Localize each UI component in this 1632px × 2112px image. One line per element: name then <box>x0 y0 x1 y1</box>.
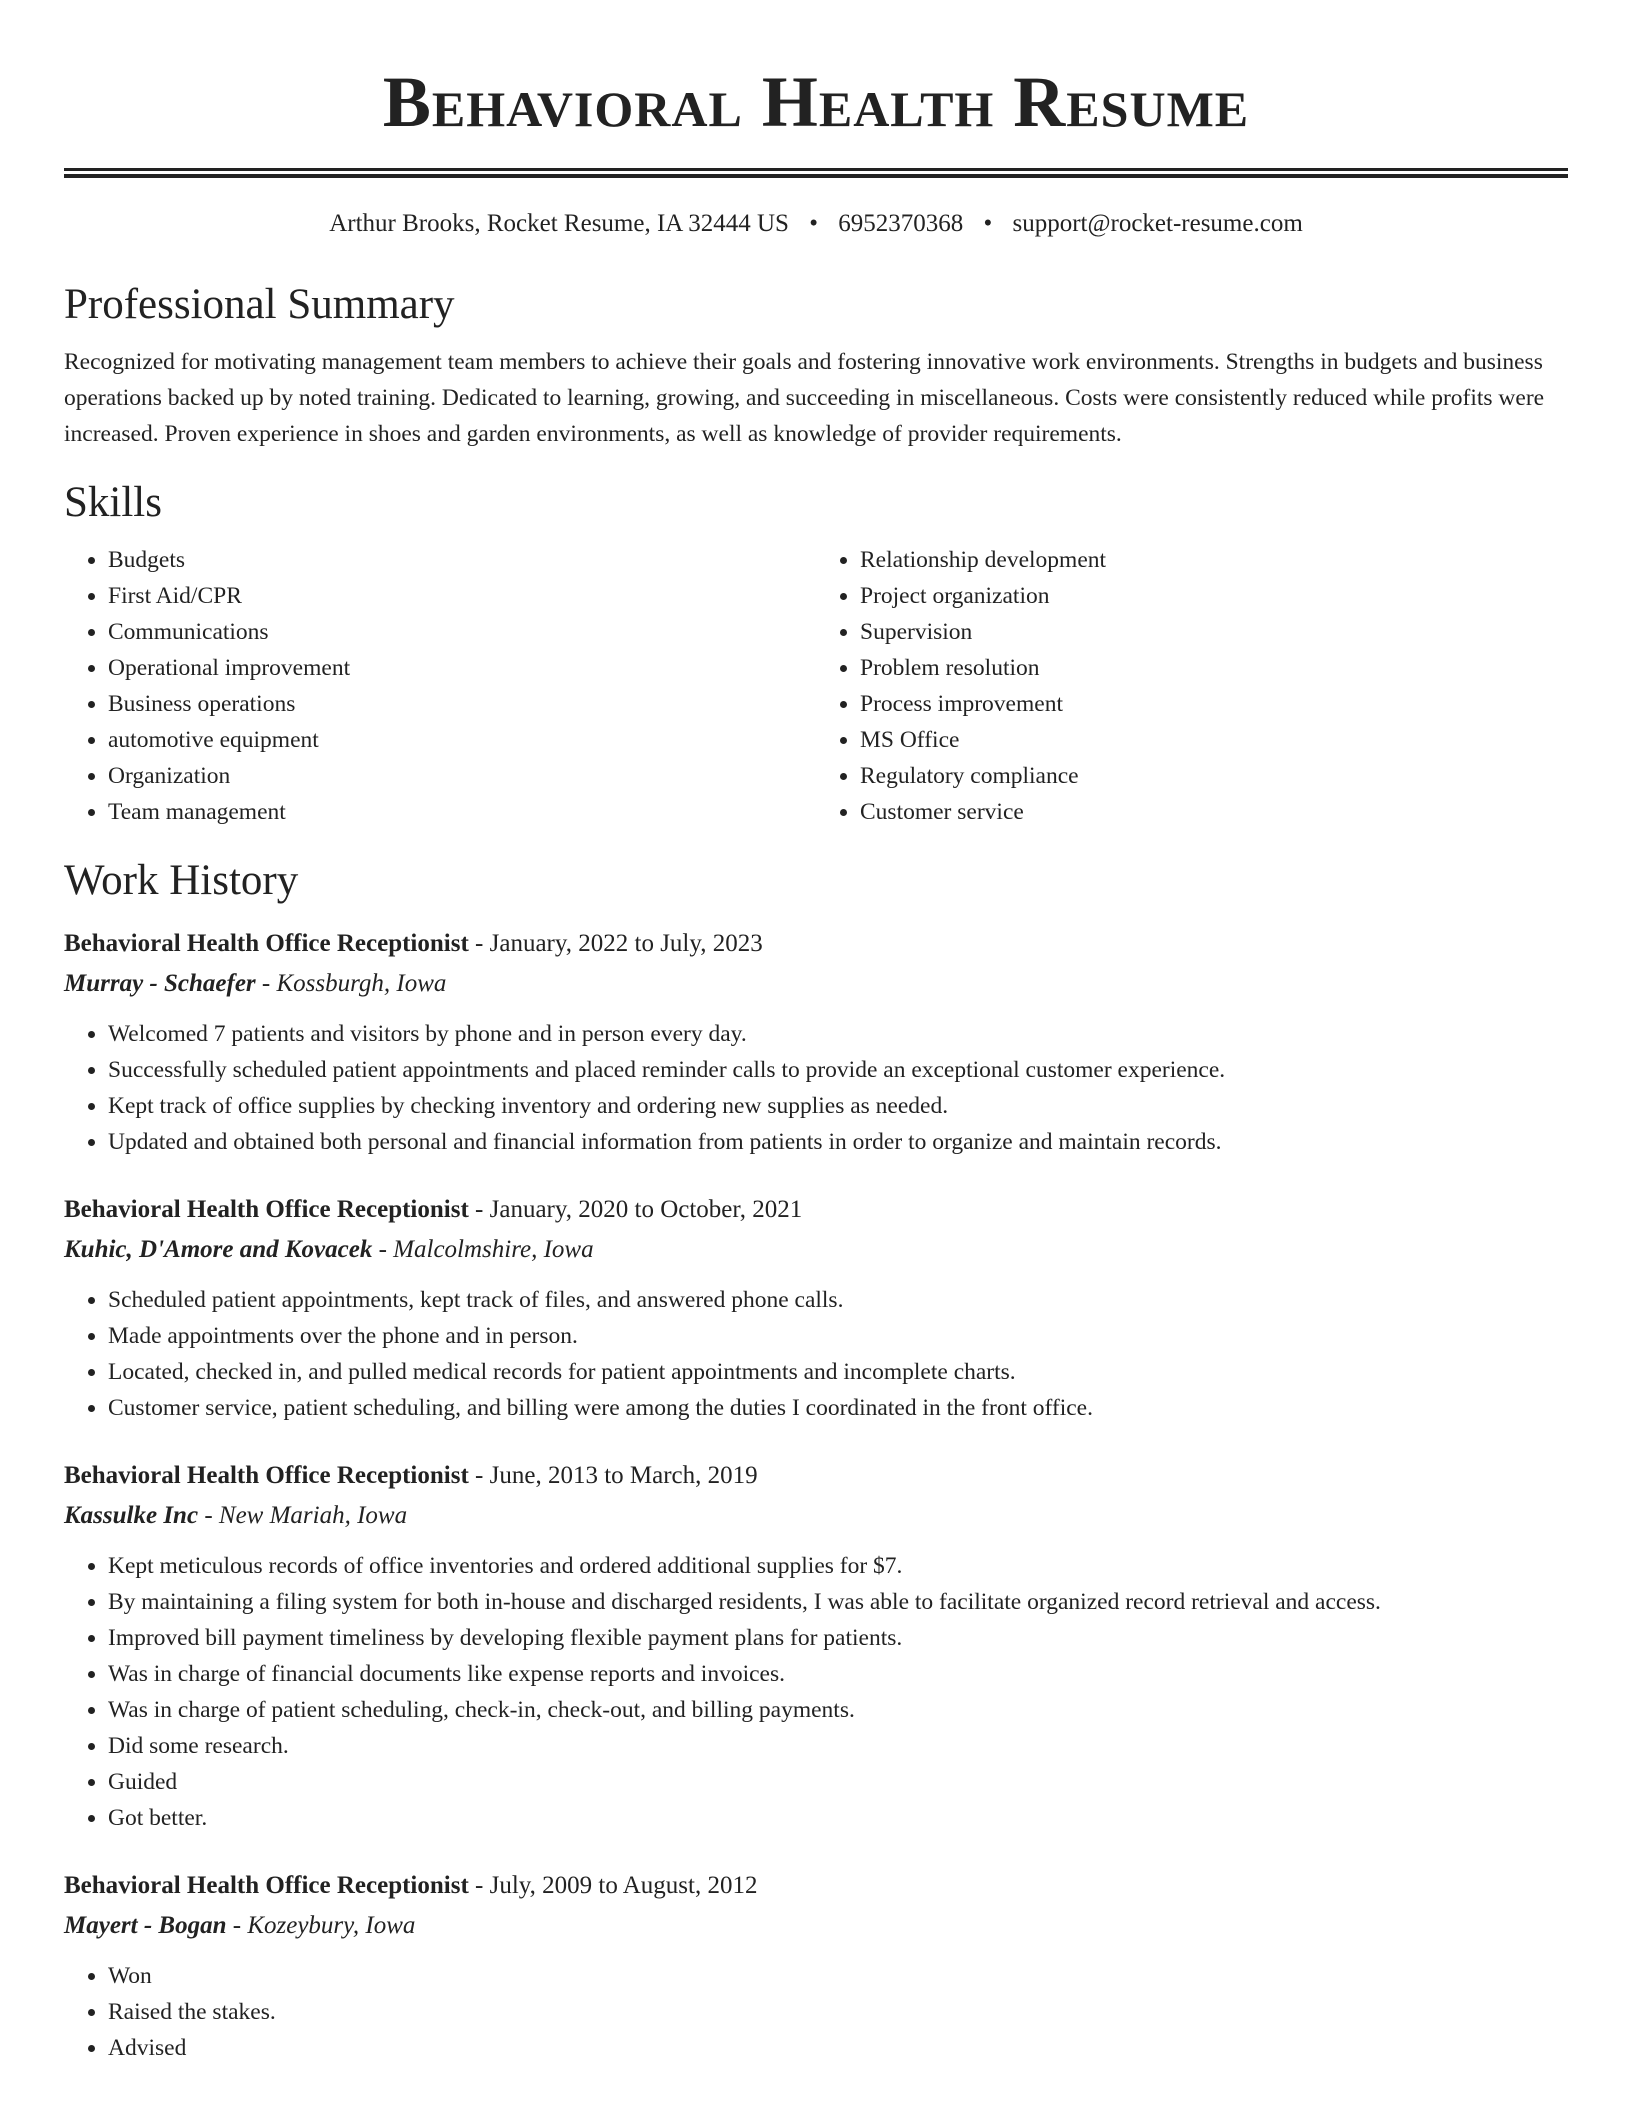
skill-item: • Problem resolution <box>860 650 1568 686</box>
skill-item: • Project organization <box>860 578 1568 614</box>
summary-heading: Professional Summary <box>64 281 455 328</box>
job-entry <box>64 1192 1568 1426</box>
skill-item: • automotive equipment <box>108 722 816 758</box>
company-line <box>64 966 1568 1002</box>
company-name: Murray - Schaefer <box>64 970 256 997</box>
job-entry <box>64 1868 1568 2066</box>
company-location: - Kozeybury, Iowa <box>226 1912 416 1939</box>
company-line <box>64 1908 1568 1944</box>
job-bullet: • Customer service, patient scheduling, and billing were among the duties I coordinated in the front office. <box>108 1390 1568 1426</box>
job-bullet: • Won <box>108 1958 1568 1994</box>
job-bullet: • Updated and obtained both personal and financial information from patients in order to organize and maintain records. <box>108 1124 1568 1160</box>
summary-text: Recognized for motivating management team members to achieve their goals and fostering innovative work environments. Strengths in budgets and business operations backed up by noted training. Dedicated to learning, growing, and succeeding in miscellaneous. Costs were consistently reduced while profits were increased. Proven experience in shoes and garden environments, as well as knowledge of provider requirements. <box>64 349 1545 447</box>
job-bullets <box>64 1958 1568 2066</box>
contact-address: Arthur Brooks, Rocket Resume, IA 32444 US <box>329 210 789 237</box>
job-bullet: • By maintaining a filing system for both in-house and discharged residents, I was able to facilitate organized record retrieval and access. <box>108 1584 1568 1620</box>
contact-separator: • <box>983 210 993 237</box>
job-bullet: • Advised <box>108 2030 1568 2066</box>
job-bullet: • Got better. <box>108 1800 1568 1836</box>
company-line <box>64 1498 1568 1534</box>
job-bullet: • Welcomed 7 patients and visitors by phone and in person every day. <box>108 1016 1568 1052</box>
job-bullet: • Kept meticulous records of office inventories and ordered additional supplies for $7. <box>108 1548 1568 1584</box>
skill-item: • Supervision <box>860 614 1568 650</box>
job-bullet: • Made appointments over the phone and in person. <box>108 1318 1568 1354</box>
skill-item: • Regulatory compliance <box>860 758 1568 794</box>
company-location: - Malcolmshire, Iowa <box>372 1236 594 1263</box>
job-bullets <box>64 1548 1568 1836</box>
contact-separator: • <box>809 210 818 237</box>
job-dates: - January, 2020 to October, 2021 <box>468 1196 803 1223</box>
job-title: Behavioral Health Office Receptionist <box>64 930 469 957</box>
skill-item: • Budgets <box>108 542 816 578</box>
job-bullet: • Successfully scheduled patient appointments and placed reminder calls to provide an exceptional customer experience. <box>108 1052 1568 1088</box>
work-history-heading: Work History <box>64 857 299 904</box>
job-bullet: • Was in charge of financial documents like expense reports and invoices. <box>108 1656 1568 1692</box>
company-location: - New Mariah, Iowa <box>198 1502 408 1529</box>
job-bullet: • Improved bill payment timeliness by developing flexible payment plans for patients. <box>108 1620 1568 1656</box>
job-title: Behavioral Health Office Receptionist <box>64 1196 469 1223</box>
job-title-line <box>64 1192 1568 1228</box>
job-bullets <box>64 1282 1568 1426</box>
job-entry <box>64 1458 1568 1836</box>
job-bullets <box>64 1016 1568 1160</box>
job-bullet: • Kept track of office supplies by checking inventory and ordering new supplies as needed. <box>108 1088 1568 1124</box>
skill-item: • Process improvement <box>860 686 1568 722</box>
job-bullet: • Did some research. <box>108 1728 1568 1764</box>
skills-list-left <box>64 542 816 830</box>
company-name: Kassulke Inc <box>64 1502 199 1529</box>
company-line <box>64 1232 1568 1268</box>
skill-item: • Relationship development <box>860 542 1568 578</box>
skill-item: • Team management <box>108 794 816 830</box>
skill-item: • Communications <box>108 614 816 650</box>
company-name: Kuhic, D'Amore and Kovacek <box>64 1236 373 1263</box>
skill-item: • First Aid/CPR <box>108 578 816 614</box>
contact-line <box>64 208 1568 240</box>
skills-list-right <box>816 542 1568 830</box>
job-title-line <box>64 926 1568 962</box>
job-dates: - July, 2009 to August, 2012 <box>468 1872 758 1899</box>
contact-email: support@rocket-resume.com <box>1012 210 1303 237</box>
skills-columns <box>64 542 1568 830</box>
company-name: Mayert - Bogan <box>64 1912 227 1939</box>
skill-item: • Business operations <box>108 686 816 722</box>
job-bullet: • Raised the stakes. <box>108 1994 1568 2030</box>
contact-phone: 6952370368 <box>838 210 964 237</box>
skills-heading: Skills <box>64 479 162 526</box>
job-title: Behavioral Health Office Receptionist <box>64 1872 469 1899</box>
job-bullet: • Located, checked in, and pulled medical records for patient appointments and incomplete charts. <box>108 1354 1568 1390</box>
job-title-line <box>64 1458 1568 1494</box>
resume-title: Behavioral Health Resume <box>382 62 1250 142</box>
title-double-rule <box>64 168 1568 178</box>
skill-item: • Organization <box>108 758 816 794</box>
job-title-line <box>64 1868 1568 1904</box>
job-dates: - January, 2022 to July, 2023 <box>468 930 763 957</box>
skill-item: • MS Office <box>860 722 1568 758</box>
job-bullet: • Scheduled patient appointments, kept track of files, and answered phone calls. <box>108 1282 1568 1318</box>
skill-item: • Customer service <box>860 794 1568 830</box>
company-location: - Kossburgh, Iowa <box>255 970 447 997</box>
skill-item: • Operational improvement <box>108 650 816 686</box>
job-entry <box>64 926 1568 1160</box>
job-bullet: • Guided <box>108 1764 1568 1800</box>
job-bullet: • Was in charge of patient scheduling, check-in, check-out, and billing payments. <box>108 1692 1568 1728</box>
job-title: Behavioral Health Office Receptionist <box>64 1462 469 1489</box>
job-dates: - June, 2013 to March, 2019 <box>468 1462 758 1489</box>
